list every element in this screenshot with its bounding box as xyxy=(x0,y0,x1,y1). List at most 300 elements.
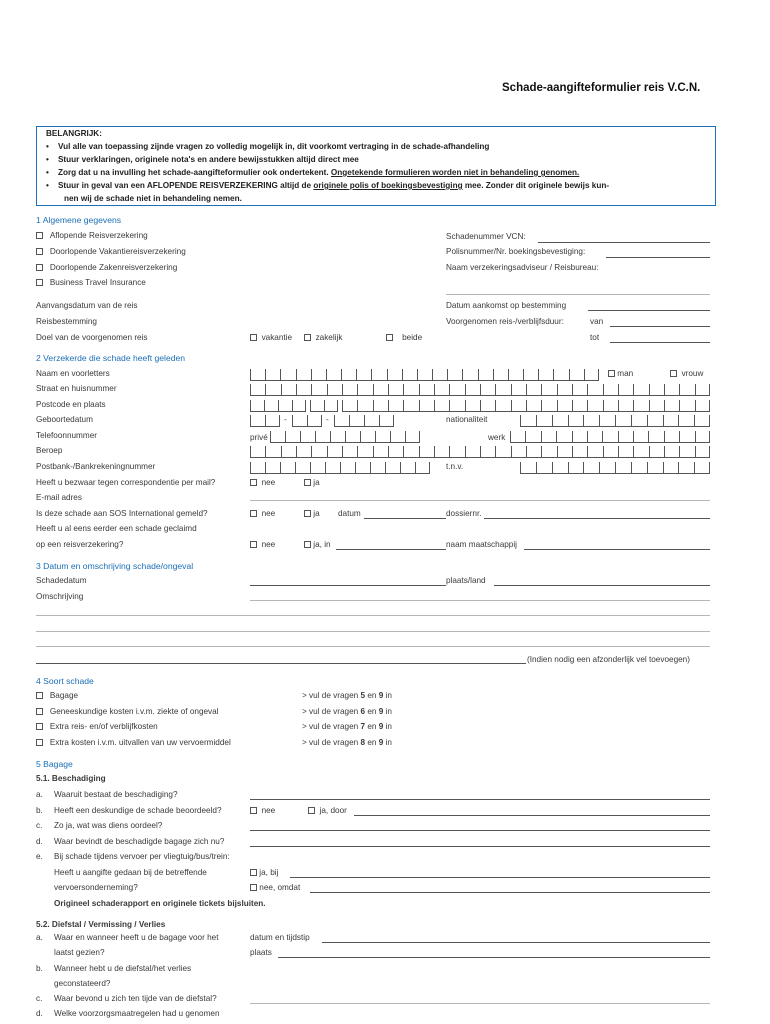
checkbox[interactable] xyxy=(36,264,43,271)
label-beroep: Beroep xyxy=(36,446,63,455)
label-schadedatum: Schadedatum xyxy=(36,576,87,585)
comb-tick xyxy=(292,400,293,411)
comb-tick xyxy=(349,415,350,426)
label-prive: privé xyxy=(250,433,268,442)
option-bagage[interactable]: Bagage xyxy=(36,691,78,700)
question-voorzorg: Welke voorzorgsmaatregelen had u genomen xyxy=(54,1009,220,1018)
comb-tick xyxy=(364,415,365,426)
comb-tick xyxy=(326,369,327,380)
option-ja[interactable]: ja xyxy=(304,478,320,487)
option-ja-door[interactable]: ja, door xyxy=(308,806,347,815)
comb-tick xyxy=(618,384,619,395)
comb-tick xyxy=(631,462,632,473)
checkbox[interactable] xyxy=(670,370,677,377)
comb-tick xyxy=(429,462,430,473)
checkbox[interactable] xyxy=(250,334,257,341)
comb-tick xyxy=(432,369,433,380)
straat-comb-field[interactable] xyxy=(250,384,710,396)
comb-tick xyxy=(265,415,266,426)
checkbox[interactable] xyxy=(250,510,257,517)
comb-tick xyxy=(400,462,401,473)
comb-tick xyxy=(520,462,521,473)
comb-tick xyxy=(526,400,527,411)
option-nee[interactable]: nee xyxy=(250,509,275,518)
label-geboortedatum: Geboortedatum xyxy=(36,415,93,424)
omschrijving-line[interactable] xyxy=(250,600,710,601)
nationaliteit-comb-field[interactable] xyxy=(520,415,710,427)
comb-tick xyxy=(603,400,604,411)
comb-tick xyxy=(664,400,665,411)
checkbox[interactable] xyxy=(250,884,257,891)
comb-tick xyxy=(327,446,328,457)
label-van: van xyxy=(590,317,604,326)
checkbox[interactable] xyxy=(608,370,615,377)
option-business-travel[interactable]: Business Travel Insurance xyxy=(36,278,146,287)
instruction-vervoermiddel: > vul de vragen 8 en 9 in xyxy=(302,738,392,747)
comb-tick xyxy=(379,415,380,426)
comb-tick xyxy=(280,462,281,473)
comb-tick xyxy=(709,462,710,473)
label-nationaliteit: nationaliteit xyxy=(446,415,488,424)
question-e-line3: vervoersonderneming? xyxy=(54,883,138,892)
checkbox[interactable] xyxy=(308,807,315,814)
comb-tick xyxy=(327,384,328,395)
comb-tick xyxy=(572,400,573,411)
comb-tick xyxy=(679,446,680,457)
comb-tick xyxy=(387,369,388,380)
comb-tick xyxy=(393,415,394,426)
comb-tick xyxy=(402,369,403,380)
comb-tick xyxy=(618,400,619,411)
question-laatst-gezien-2: laatst gezien? xyxy=(54,948,105,957)
label-tnv: t.n.v. xyxy=(446,462,464,471)
comb-tick xyxy=(356,369,357,380)
waar-bevond-field[interactable] xyxy=(250,1003,710,1004)
comb-tick xyxy=(557,400,558,411)
question-a-marker: a. xyxy=(36,933,43,942)
comb-tick xyxy=(296,384,297,395)
checkbox[interactable] xyxy=(304,334,311,341)
checkbox[interactable] xyxy=(36,248,43,255)
comb-tick xyxy=(598,369,599,380)
comb-tick xyxy=(649,400,650,411)
option-doorlopend-zaken[interactable]: Doorlopende Zakenreisverzekering xyxy=(36,263,177,272)
comb-tick xyxy=(342,446,343,457)
checkbox[interactable] xyxy=(304,541,311,548)
label-polisnummer: Polisnummer/Nr. boekingsbevestiging: xyxy=(446,247,586,256)
naam-comb-field[interactable] xyxy=(250,369,599,381)
checkbox[interactable] xyxy=(36,739,43,746)
checkbox[interactable] xyxy=(304,510,311,517)
geb-jaar-comb-field[interactable] xyxy=(334,415,394,427)
comb-tick xyxy=(250,462,251,473)
label-sos: Is deze schade aan SOS International gemeld? xyxy=(36,509,208,518)
question-e: Bij schade tijdens vervoer per vliegtuig/bus/trein: xyxy=(54,852,230,861)
section-5-heading: 5 Bagage xyxy=(36,759,73,769)
schadedatum-field[interactable] xyxy=(250,585,446,586)
comb-tick xyxy=(355,462,356,473)
comb-tick xyxy=(584,369,585,380)
comb-tick xyxy=(357,400,358,411)
comb-tick xyxy=(310,462,311,473)
checkbox[interactable] xyxy=(386,334,393,341)
checkbox[interactable] xyxy=(36,279,43,286)
question-c-marker: c. xyxy=(36,994,43,1003)
comb-tick xyxy=(345,431,346,442)
label-tot: tot xyxy=(590,333,600,342)
comb-tick xyxy=(587,431,588,442)
option-extra-reis[interactable]: Extra reis- en/of verblijfkosten xyxy=(36,722,158,731)
comb-tick xyxy=(270,431,271,442)
checkbox[interactable] xyxy=(304,479,311,486)
comb-tick xyxy=(434,400,435,411)
comb-tick xyxy=(311,384,312,395)
comb-tick xyxy=(279,415,280,426)
option-zakelijk[interactable]: zakelijk xyxy=(304,333,342,342)
comb-tick xyxy=(572,384,573,395)
comb-tick xyxy=(557,446,558,457)
notice-heading: BELANGRIJK: xyxy=(46,129,102,138)
comb-tick xyxy=(265,446,266,457)
comb-tick xyxy=(300,431,301,442)
comb-tick xyxy=(541,384,542,395)
comb-tick xyxy=(465,400,466,411)
date-separator: - xyxy=(326,415,329,424)
option-nee[interactable]: nee xyxy=(250,540,275,549)
comb-tick xyxy=(419,431,420,442)
comb-tick xyxy=(278,400,279,411)
label-reisbestemming: Reisbestemming xyxy=(36,317,97,326)
omschrijving-line[interactable] xyxy=(36,663,526,664)
section-1-heading: 1 Algemene gegevens xyxy=(36,215,122,225)
deskundige-field[interactable] xyxy=(354,815,710,816)
label-omschrijving: Omschrijving xyxy=(36,592,84,601)
polisnummer-field[interactable] xyxy=(606,257,710,258)
comb-tick xyxy=(587,400,588,411)
comb-tick xyxy=(618,446,619,457)
comb-tick xyxy=(569,369,570,380)
comb-tick xyxy=(603,384,604,395)
option-doorlopend-vakantie[interactable]: Doorlopende Vakantiereisverzekering xyxy=(36,247,186,256)
comb-tick xyxy=(330,431,331,442)
section-4-heading: 4 Soort schade xyxy=(36,676,94,686)
dossiernr-field[interactable] xyxy=(484,518,710,519)
comb-tick xyxy=(434,384,435,395)
comb-tick xyxy=(373,446,374,457)
comb-tick xyxy=(511,400,512,411)
question-a: Waaruit bestaat de beschadiging? xyxy=(54,790,178,799)
question-c: Zo ja, wat was diens oordeel? xyxy=(54,821,163,830)
subsection-diefstal: 5.2. Diefstal / Vermissing / Verlies xyxy=(36,920,166,929)
schadenummer-field[interactable] xyxy=(538,242,710,243)
tnv-comb-field[interactable] xyxy=(520,462,710,474)
question-c-marker: c. xyxy=(36,821,43,830)
geb-maand-comb-field[interactable] xyxy=(292,415,322,427)
comb-tick xyxy=(373,384,374,395)
option-aflopend[interactable]: Aflopende Reisverzekering xyxy=(36,231,148,240)
comb-tick xyxy=(373,400,374,411)
comb-tick xyxy=(311,446,312,457)
comb-tick xyxy=(568,462,569,473)
comb-tick xyxy=(480,400,481,411)
comb-tick xyxy=(678,415,679,426)
aankomst-field[interactable] xyxy=(588,310,710,311)
tel-werk-comb-field[interactable] xyxy=(510,431,710,443)
comb-tick xyxy=(679,431,680,442)
maatschappij-field[interactable] xyxy=(524,549,710,550)
comb-tick xyxy=(709,446,710,457)
comb-tick xyxy=(281,446,282,457)
option-ja-in[interactable]: ja, in xyxy=(304,540,331,549)
nee-omdat-field[interactable] xyxy=(310,892,710,893)
comb-tick xyxy=(357,446,358,457)
comb-tick xyxy=(321,415,322,426)
comb-tick xyxy=(480,384,481,395)
comb-tick xyxy=(695,384,696,395)
comb-tick xyxy=(552,415,553,426)
question-b: Heeft een deskundige de schade beoordeeld? xyxy=(54,806,222,815)
comb-tick xyxy=(280,369,281,380)
answer-d-field[interactable] xyxy=(250,846,710,847)
comb-tick xyxy=(709,400,710,411)
comb-tick xyxy=(415,462,416,473)
instruction-bagage: > vul de vragen 5 en 9 in xyxy=(302,691,392,700)
label-bezwaar-mail: Heeft u bezwaar tegen correspondentie per mail? xyxy=(36,478,216,487)
comb-tick xyxy=(250,369,251,380)
option-geneeskundig[interactable]: Geneeskundige kosten i.v.m. ziekte of ongeval xyxy=(36,707,219,716)
comb-tick xyxy=(403,446,404,457)
comb-tick xyxy=(315,431,316,442)
comb-tick xyxy=(480,446,481,457)
answer-c-field[interactable] xyxy=(250,830,710,831)
comb-tick xyxy=(602,431,603,442)
comb-tick xyxy=(250,446,251,457)
comb-tick xyxy=(305,400,306,411)
option-nee[interactable]: nee xyxy=(250,806,275,815)
comb-tick xyxy=(403,384,404,395)
comb-tick xyxy=(633,446,634,457)
comb-tick xyxy=(449,400,450,411)
bank-comb-field[interactable] xyxy=(250,462,430,474)
datum-tijdstip-field[interactable] xyxy=(322,942,710,943)
comb-tick xyxy=(541,446,542,457)
plaats-field[interactable] xyxy=(278,957,710,958)
comb-tick xyxy=(334,415,335,426)
comb-tick xyxy=(285,431,286,442)
checkbox[interactable] xyxy=(36,232,43,239)
comb-tick xyxy=(250,400,251,411)
comb-tick xyxy=(417,369,418,380)
comb-tick xyxy=(449,384,450,395)
comb-tick xyxy=(694,415,695,426)
option-nee-omdat[interactable]: nee, omdat xyxy=(250,883,300,892)
comb-tick xyxy=(568,415,569,426)
comb-tick xyxy=(337,400,338,411)
plaats-land-field[interactable] xyxy=(494,585,710,586)
answer-a-field[interactable] xyxy=(250,799,710,800)
comb-tick xyxy=(250,384,251,395)
tel-prive-comb-field[interactable] xyxy=(270,431,420,443)
omschrijving-line[interactable] xyxy=(36,646,710,647)
comb-tick xyxy=(419,400,420,411)
comb-tick xyxy=(264,400,265,411)
geb-dag-comb-field[interactable] xyxy=(250,415,280,427)
option-ja-bij[interactable]: ja, bij xyxy=(250,868,278,877)
comb-tick xyxy=(709,431,710,442)
comb-tick xyxy=(250,415,251,426)
van-field[interactable] xyxy=(610,326,710,327)
comb-tick xyxy=(649,446,650,457)
option-vakantie[interactable]: vakantie xyxy=(250,333,292,342)
tot-field[interactable] xyxy=(610,342,710,343)
comb-tick xyxy=(495,400,496,411)
option-ja[interactable]: ja xyxy=(304,509,320,518)
comb-tick xyxy=(520,415,521,426)
ja-bij-field[interactable] xyxy=(290,877,710,878)
comb-tick xyxy=(307,415,308,426)
comb-tick xyxy=(633,431,634,442)
comb-tick xyxy=(390,431,391,442)
comb-tick xyxy=(678,462,679,473)
comb-tick xyxy=(649,384,650,395)
beroep-comb-field[interactable] xyxy=(250,446,710,458)
comb-tick xyxy=(447,369,448,380)
comb-tick xyxy=(375,431,376,442)
postcode-comb-field[interactable] xyxy=(250,400,306,412)
attach-instruction: Origineel schaderapport en originele tickets bijsluiten. xyxy=(54,899,266,908)
option-vervoermiddel[interactable]: Extra kosten i.v.m. uitvallen van uw vervoermiddel xyxy=(36,738,231,747)
comb-tick xyxy=(370,462,371,473)
checkbox[interactable] xyxy=(36,708,43,715)
comb-tick xyxy=(310,400,311,411)
comb-tick xyxy=(465,446,466,457)
checkbox[interactable] xyxy=(250,869,257,876)
omschrijving-line[interactable] xyxy=(36,615,710,616)
comb-tick xyxy=(296,446,297,457)
comb-tick xyxy=(647,415,648,426)
comb-tick xyxy=(695,446,696,457)
date-separator: - xyxy=(284,415,287,424)
option-vrouw[interactable]: vrouw xyxy=(670,369,703,378)
comb-tick xyxy=(357,384,358,395)
comb-tick xyxy=(281,384,282,395)
comb-tick xyxy=(525,431,526,442)
label-eerder-2: op een reisverzekering? xyxy=(36,540,124,549)
label-dossiernr: dossiernr. xyxy=(446,509,482,518)
comb-tick xyxy=(599,462,600,473)
label-aankomst: Datum aankomst op bestemming xyxy=(446,301,567,310)
sos-datum-field[interactable] xyxy=(364,518,446,519)
adviseur-field[interactable] xyxy=(446,294,710,295)
comb-tick xyxy=(419,446,420,457)
question-geconstateerd: Wanneer hebt u de diefstal/het verlies xyxy=(54,964,192,973)
question-b-marker: b. xyxy=(36,806,43,815)
comb-tick xyxy=(342,400,343,411)
comb-tick xyxy=(557,384,558,395)
comb-tick xyxy=(599,415,600,426)
comb-tick xyxy=(296,369,297,380)
comb-tick xyxy=(449,446,450,457)
label-adviseur: Naam verzekeringsadviseur / Reisbureau: xyxy=(446,263,599,272)
question-a-marker: a. xyxy=(36,790,43,799)
label-bankrekening: Postbank-/Bankrekeningnummer xyxy=(36,462,156,471)
comb-tick xyxy=(295,462,296,473)
postcode-letters-comb-field[interactable] xyxy=(310,400,338,412)
comb-tick xyxy=(603,446,604,457)
comb-tick xyxy=(478,369,479,380)
label-datum: datum xyxy=(338,509,361,518)
checkbox[interactable] xyxy=(250,479,257,486)
label-schadenummer: Schadenummer VCN: xyxy=(446,232,526,241)
checkbox[interactable] xyxy=(250,541,257,548)
comb-tick xyxy=(633,400,634,411)
comb-tick xyxy=(618,431,619,442)
comb-tick xyxy=(511,446,512,457)
option-nee[interactable]: nee xyxy=(250,478,275,487)
comb-tick xyxy=(538,369,539,380)
comb-tick xyxy=(510,431,511,442)
section-2-heading: 2 Verzekerde die schade heeft geleden xyxy=(36,353,186,363)
comb-tick xyxy=(615,415,616,426)
checkbox[interactable] xyxy=(36,723,43,730)
label-straat: Straat en huisnummer xyxy=(36,384,117,393)
comb-tick xyxy=(709,384,710,395)
comb-tick xyxy=(388,384,389,395)
comb-tick xyxy=(434,446,435,457)
comb-tick xyxy=(495,446,496,457)
comb-tick xyxy=(405,431,406,442)
comb-tick xyxy=(388,400,389,411)
comb-tick xyxy=(523,369,524,380)
question-d: Waar bevindt de beschadigde bagage zich nu? xyxy=(54,837,225,846)
comb-tick xyxy=(556,431,557,442)
comb-tick xyxy=(371,369,372,380)
comb-tick xyxy=(526,446,527,457)
comb-tick xyxy=(615,462,616,473)
comb-tick xyxy=(648,431,649,442)
comb-tick xyxy=(647,462,648,473)
comb-tick xyxy=(552,462,553,473)
comb-tick xyxy=(572,446,573,457)
comb-tick xyxy=(265,369,266,380)
option-beide[interactable]: beide xyxy=(386,333,422,342)
question-waar-bevond: Waar bevond u zich ten tijde van de diefstal? xyxy=(54,994,217,1003)
checkbox[interactable] xyxy=(36,692,43,699)
question-e-marker: e. xyxy=(36,852,43,861)
eerder-jaar-field[interactable] xyxy=(336,549,446,550)
plaats-comb-field[interactable] xyxy=(342,400,710,412)
option-man[interactable]: man xyxy=(608,369,633,378)
instruction-geneeskundig: > vul de vragen 6 en 9 in xyxy=(302,707,392,716)
checkbox[interactable] xyxy=(250,807,257,814)
question-laatst-gezien: Waar en wanneer heeft u de bagage voor het xyxy=(54,933,219,942)
comb-tick xyxy=(679,384,680,395)
comb-tick xyxy=(419,384,420,395)
email-field[interactable] xyxy=(250,500,710,501)
comb-tick xyxy=(664,446,665,457)
comb-tick xyxy=(587,384,588,395)
omschrijving-line[interactable] xyxy=(36,631,710,632)
question-b-marker: b. xyxy=(36,964,43,973)
comb-tick xyxy=(587,446,588,457)
question-e-line2: Heeft u aangifte gedaan bij de betreffende xyxy=(54,868,207,877)
comb-tick xyxy=(511,384,512,395)
notice-bullet: • Stuur verklaringen, originele nota's en andere bewijsstukken altijd direct mee xyxy=(46,155,359,164)
comb-tick xyxy=(325,462,326,473)
label-duur: Voorgenomen reis-/verblijfsduur: xyxy=(446,317,564,326)
comb-tick xyxy=(663,415,664,426)
comb-tick xyxy=(465,384,466,395)
